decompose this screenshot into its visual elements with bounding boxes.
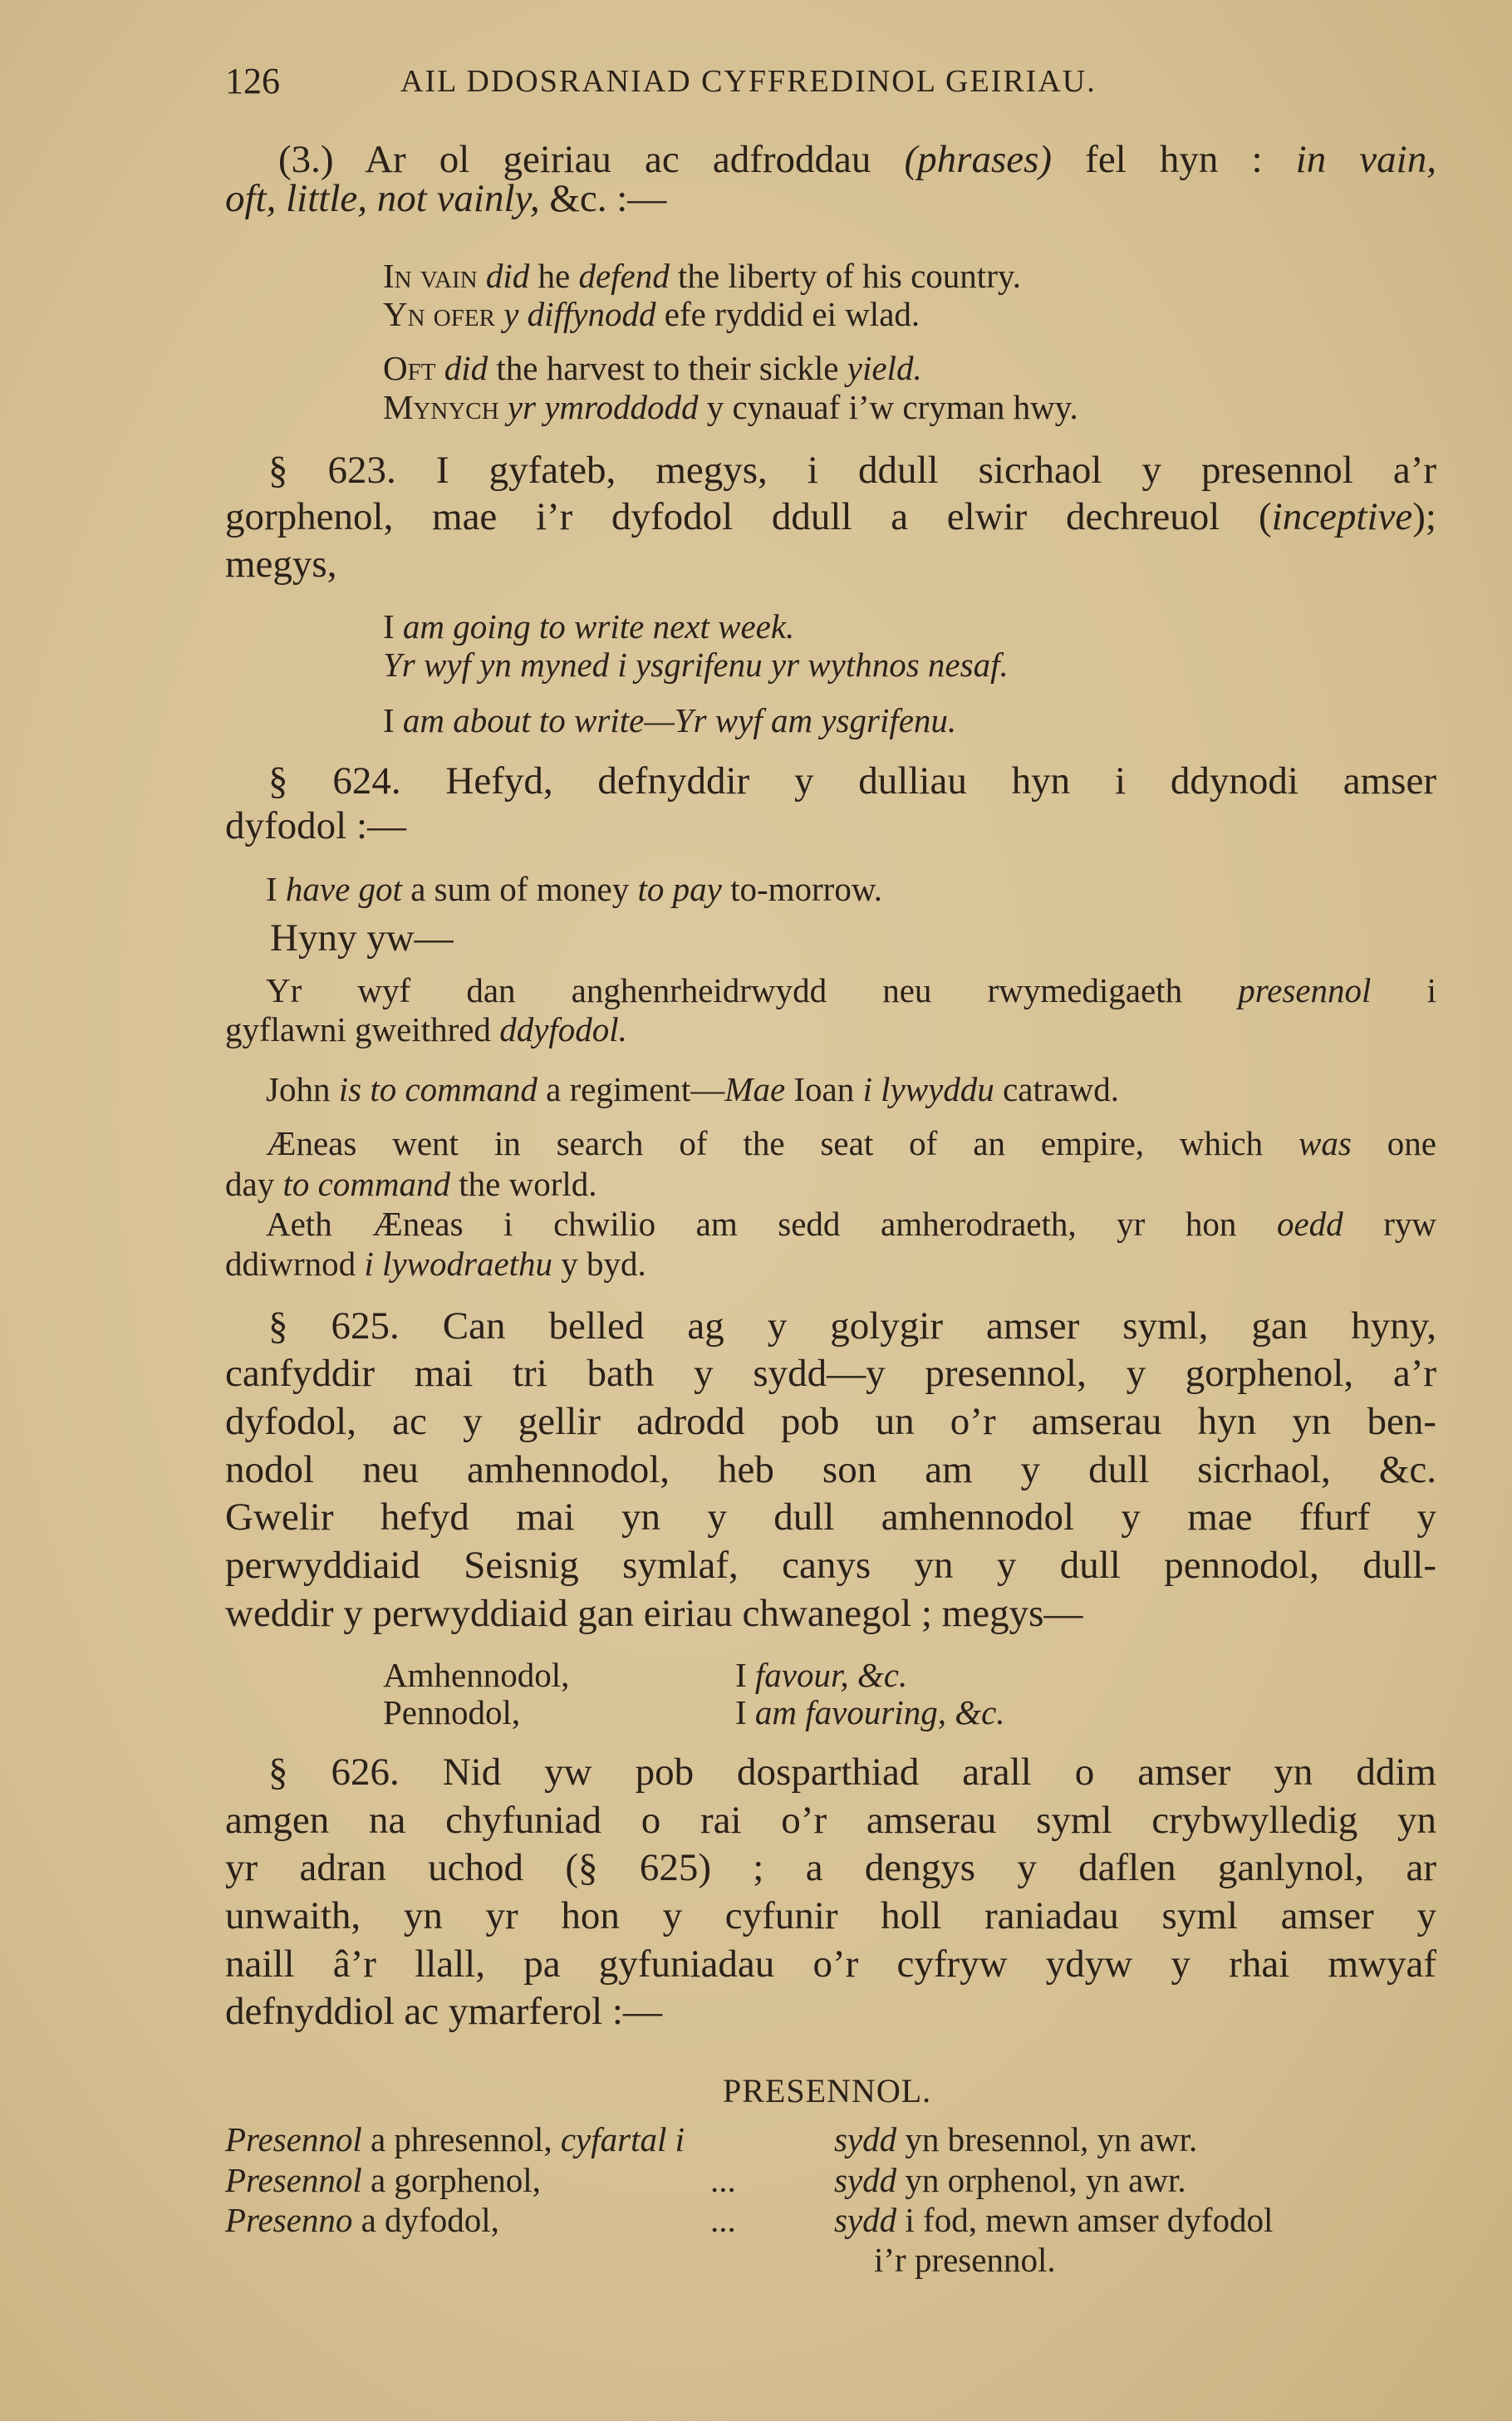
italic-text: inceptive [1271,495,1413,539]
text: defnyddiol ac ymarferol :— [225,1990,662,2034]
italic-text: (phrases) [904,138,1053,182]
italic-text: is to command [338,1070,538,1109]
section-623-line [225,543,337,587]
text: yn bresennol, yn awr. [896,2120,1198,2159]
table-cell [834,2201,1274,2240]
table-cell [710,2163,736,2198]
example-line [383,646,1009,685]
italic-text: ddyfodol. [499,1010,627,1049]
section-626-line [225,1846,1436,1890]
section-624-line [268,759,1436,803]
section-625-line [268,1304,1436,1348]
example-line [266,1070,1120,1109]
text: day [225,1165,283,1204]
section-624-line [225,804,407,848]
section-626-line [268,1751,1436,1795]
text: unwaith, yn yr hon y cyfunir holl raniadau syml amser y [225,1894,1436,1938]
example-line [225,1010,627,1049]
table-cell [834,2163,1186,2198]
section-625-line [225,1400,1436,1444]
small-caps-text: Oft [383,349,436,388]
italic-text: in vain, [1295,138,1436,182]
text: I [735,1693,755,1732]
text: § 623. I gyfateb, megys, i ddull sicrhaol y presennol a’r [268,449,1436,493]
text: nodol neu amhennodol, heb son am y dull sicrhaol, &c. [225,1448,1436,1492]
text: the liberty of his country. [669,257,1021,296]
text: amgen na chyfuniad o rai o’r amserau syml crybwylledig yn [225,1799,1436,1843]
text: Yr wyf dan anghenrheidrwydd neu rwymedigaeth [266,971,1239,1010]
example-line [383,701,957,740]
text: efe ryddid ei wlad. [655,295,920,334]
italic-text: am going to write next week. [402,607,795,646]
table-heading [723,2072,932,2109]
italic-text: defend [578,257,670,296]
page-number: 126 [225,61,280,101]
table-cell [735,1656,908,1695]
table-cell [383,1693,521,1732]
section-625-line [225,1592,1083,1636]
text: y byd. [552,1245,646,1284]
italic-text: have got [285,870,402,909]
section-625-line [225,1352,1436,1396]
italic-text: am about to write—Yr wyf am ysgrifenu. [402,701,957,740]
italic-text: was [1298,1124,1352,1163]
small-caps-text: In vain [383,257,478,296]
text: ryw [1343,1205,1436,1244]
text: a dyfodol, [352,2201,499,2240]
example-line [383,295,920,334]
text: (3.) Ar ol geiriau ac adfroddau [278,138,905,182]
text: dyfodol, ac y gellir adrodd pob un o’r amserau hyn yn ben- [225,1400,1436,1444]
small-caps-text: Mynych [383,388,499,427]
table-cell [225,2201,499,2240]
table-row [874,2241,1056,2280]
text: a sum of money [401,870,638,909]
text: dyfodol :— [225,804,407,848]
italic-text: am favouring, &c. [754,1693,1005,1732]
text: gorphenol, mae i’r dyfodol ddull a elwir dechreuol ( [225,495,1272,539]
section-625-line [225,1448,1436,1492]
small-caps-text: Yn ofer [383,295,495,334]
text: PRESENNOL. [723,2072,932,2109]
text: to-morrow. [721,870,883,909]
text: i fod, mewn amser dyfodol [896,2201,1274,2240]
italic-text: Presenno [225,2201,353,2240]
running-title: AIL DDOSRANIAD CYFFREDINOL GEIRIAU. [400,64,1097,99]
italic-text: yr ymroddodd [498,388,699,427]
text: he [538,257,579,296]
text: ... [710,2201,736,2240]
example-line [225,1165,597,1204]
example-line [266,1124,1436,1163]
section-626-line [225,1894,1436,1938]
italic-text: to command [282,1165,451,1204]
italic-text: Yr wyf yn myned i ysgrifenu yr wythnos nesaf. [383,646,1009,685]
text: Amhennodol, [383,1656,570,1695]
paragraph-line [270,916,454,960]
text: megys, [225,543,337,587]
text: fel hyn : [1052,138,1296,182]
italic-text: i lywodraethu [364,1245,553,1284]
text: perwyddiaid Seisnig symlaf, canys yn y dull pennodol, dull- [225,1544,1436,1588]
italic-text: i lywyddu [862,1070,994,1109]
italic-text: to pay [637,870,722,909]
text: I [735,1656,755,1695]
italic-text: Presennol [225,2120,362,2159]
text: canfyddir mai tri bath y sydd—y presennol, y gorphenol, a’r [225,1352,1436,1396]
text: § 624. Hefyd, defnyddir y dulliau hyn i ddynodi amser [268,759,1436,803]
example-line [266,870,883,909]
table-row [0,2163,1512,2198]
italic-text: y diffynodd [494,295,656,334]
table-cell [225,2163,541,2198]
text: the harvest to their sickle [488,349,847,388]
section-626-line [225,1942,1436,1986]
text: Ioan [785,1070,863,1109]
text: I [383,701,403,740]
example-line [0,1693,1512,1732]
table-row [0,2120,1512,2159]
table-cell [225,2120,685,2159]
section-626-line [225,1799,1436,1843]
text: ddiwrnod [225,1245,365,1284]
text: Æneas went in search of the seat of an empire, which [266,1124,1299,1163]
text: i [1371,971,1436,1010]
text: I [383,607,403,646]
italic-text: did [477,257,538,296]
italic-text: Mae [724,1070,786,1109]
table-cell [383,1656,570,1695]
text: ); [1412,495,1436,539]
italic-text: oft, little, not vainly, [225,177,540,221]
text: weddir y perwyddiaid gan eiriau chwanegol ; megys— [225,1592,1083,1636]
example-line [383,390,1078,425]
section-625-line [225,1544,1436,1588]
text: gyflawni gweithred [225,1010,500,1049]
italic-text: sydd [834,2161,897,2200]
section-623-line [268,449,1436,493]
text: one [1351,1124,1436,1163]
italic-text: yield. [847,349,922,388]
section-625-line [225,1495,1436,1540]
text: catrawd. [994,1070,1120,1109]
text: Pennodol, [383,1693,521,1732]
table-cell [735,1693,1005,1732]
text: § 625. Can belled ag y golygir amser syml, gan hyny, [268,1304,1436,1348]
italic-text: sydd [834,2120,897,2159]
example-line [225,1245,646,1284]
text: a phresennol, [361,2120,561,2159]
example-line [383,607,795,646]
text: a gorphenol, [361,2161,541,2200]
italic-text: oedd [1276,1205,1343,1244]
section-623-line [225,495,1436,539]
text: ... [710,2161,736,2200]
example-line [266,971,1436,1010]
table-cell [834,2120,1198,2159]
text: a regiment— [537,1070,725,1109]
italic-text: cyfartal i [560,2120,685,2159]
text: &c. :— [539,177,667,221]
section-626-line [225,1990,662,2034]
example-line [383,257,1021,296]
text: Hyny yw— [270,916,454,960]
example-line [383,349,922,388]
italic-text: presennol [1238,971,1372,1010]
text: Aeth Æneas i chwilio am sedd amherodraeth, yr hon [266,1205,1277,1244]
example-line [266,1205,1436,1244]
text: naill â’r llall, pa gyfuniadau o’r cyfryw ydyw y rhai mwyaf [225,1942,1436,1986]
text: y cynauaf i’w cryman hwy. [698,388,1078,427]
italic-text: did [435,349,488,388]
italic-text: Presennol [225,2161,362,2200]
text: the world. [450,1165,597,1204]
text: i’r presennol. [874,2241,1056,2280]
text: yn orphenol, yn awr. [896,2161,1186,2200]
text: I [266,870,286,909]
example-line [0,1656,1512,1695]
text: yr adran uchod (§ 625) ; a dengys y daflen ganlynol, ar [225,1846,1436,1890]
italic-text: sydd [834,2201,897,2240]
text: Gwelir hefyd mai yn y dull amhennodol y mae ffurf y [225,1495,1436,1540]
paragraph-line [225,179,666,219]
text: John [266,1070,339,1109]
table-row [0,2201,1512,2240]
italic-text: favour, &c. [754,1656,908,1695]
paragraph-line [278,138,1436,182]
text: § 626. Nid yw pob dosparthiad arall o amser yn ddim [268,1751,1436,1795]
table-cell [710,2201,736,2240]
